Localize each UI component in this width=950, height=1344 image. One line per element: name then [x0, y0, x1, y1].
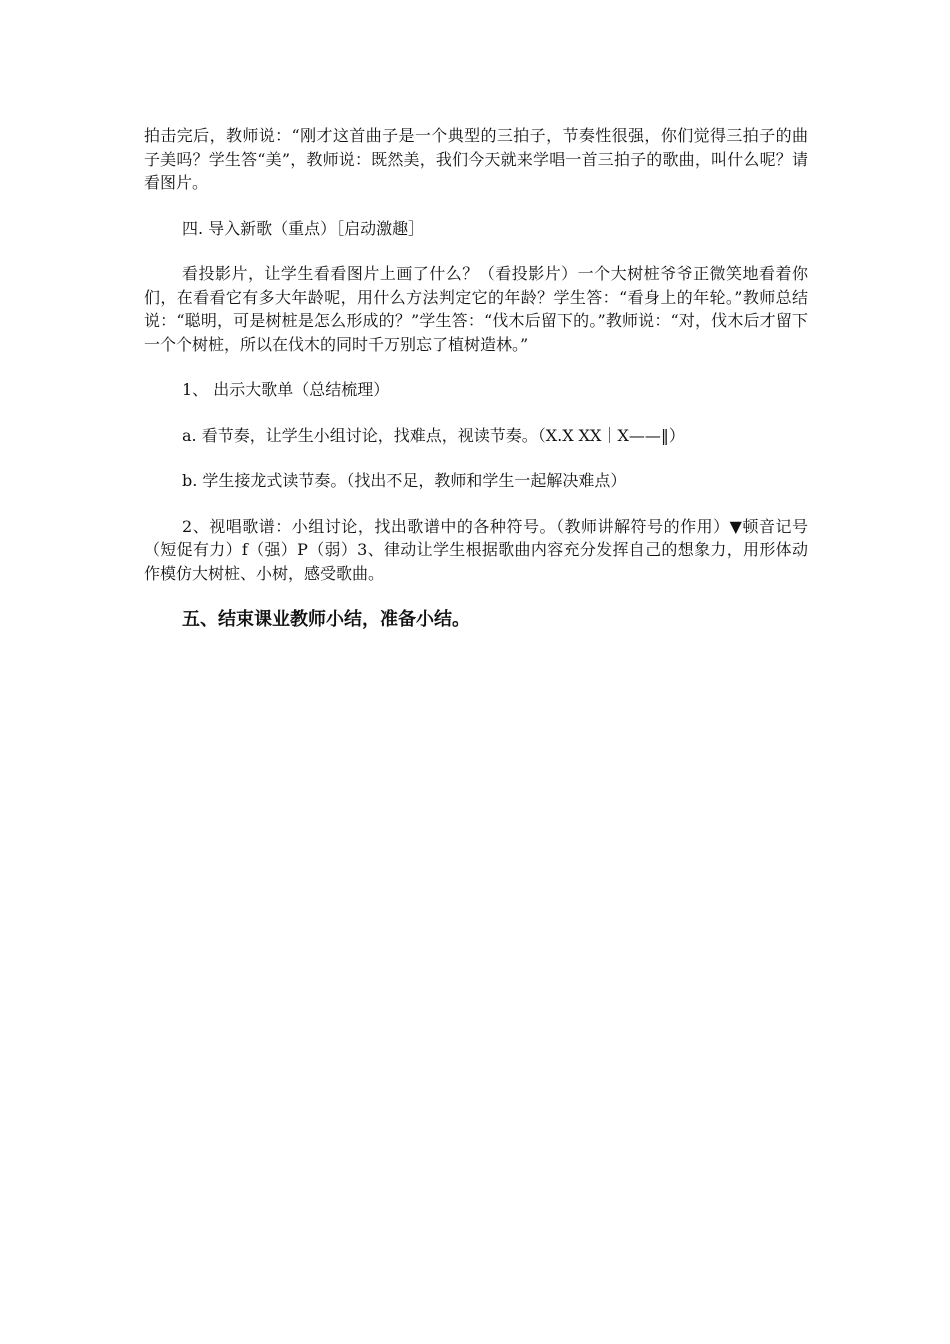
paragraph-projection-discussion: 看投影片，让学生看看图片上画了什么？（看投影片）一个大树桩爷爷正微笑地看着你们，在看看它有多大年龄呢，用什么方法判定它的年龄？学生答：“看身上的年轮。”教师总结说：“聪明，可是树桩是怎么形成的？”学生答：“伐木后留下的。”教师说：“对，伐木后才留下一个个树桩，所以在伐木的同时千万别忘了植树造林。” [144, 264, 808, 354]
paragraph-clapping-discussion: 拍击完后，教师说：“刚才这首曲子是一个典型的三拍子，节奏性很强，你们觉得三拍子的曲子美吗？学生答“美”，教师说：既然美，我们今天就来学唱一首三拍子的歌曲，叫什么呢？请看图片。 [144, 126, 808, 192]
paragraph-sight-singing: 2、视唱歌谱：小组讨论，找出歌谱中的各种符号。（教师讲解符号的作用）▼顿音记号（短促有力）f（强）P（弱）3、律动让学生根据歌曲内容充分发挥自己的想象力，用形体动作模仿大树桩、小树，感受歌曲。 [144, 516, 808, 583]
document-page [144, 124, 808, 633]
section-heading-conclusion: 五、结束课业教师小结，准备小结。 [182, 609, 470, 630]
section-heading-new-song: 四. 导入新歌（重点）［启动激趣］ [182, 218, 425, 238]
list-item-show-song-sheet: 1、 出示大歌单（总结梳理） [182, 380, 390, 399]
list-item-rhythm-b: b. 学生接龙式读节奏。（找出不足，教师和学生一起解决难点） [182, 471, 627, 490]
list-item-rhythm-a: a. 看节奏，让学生小组讨论，找难点，视读节奏。（X.X XX｜X——‖） [182, 425, 685, 445]
